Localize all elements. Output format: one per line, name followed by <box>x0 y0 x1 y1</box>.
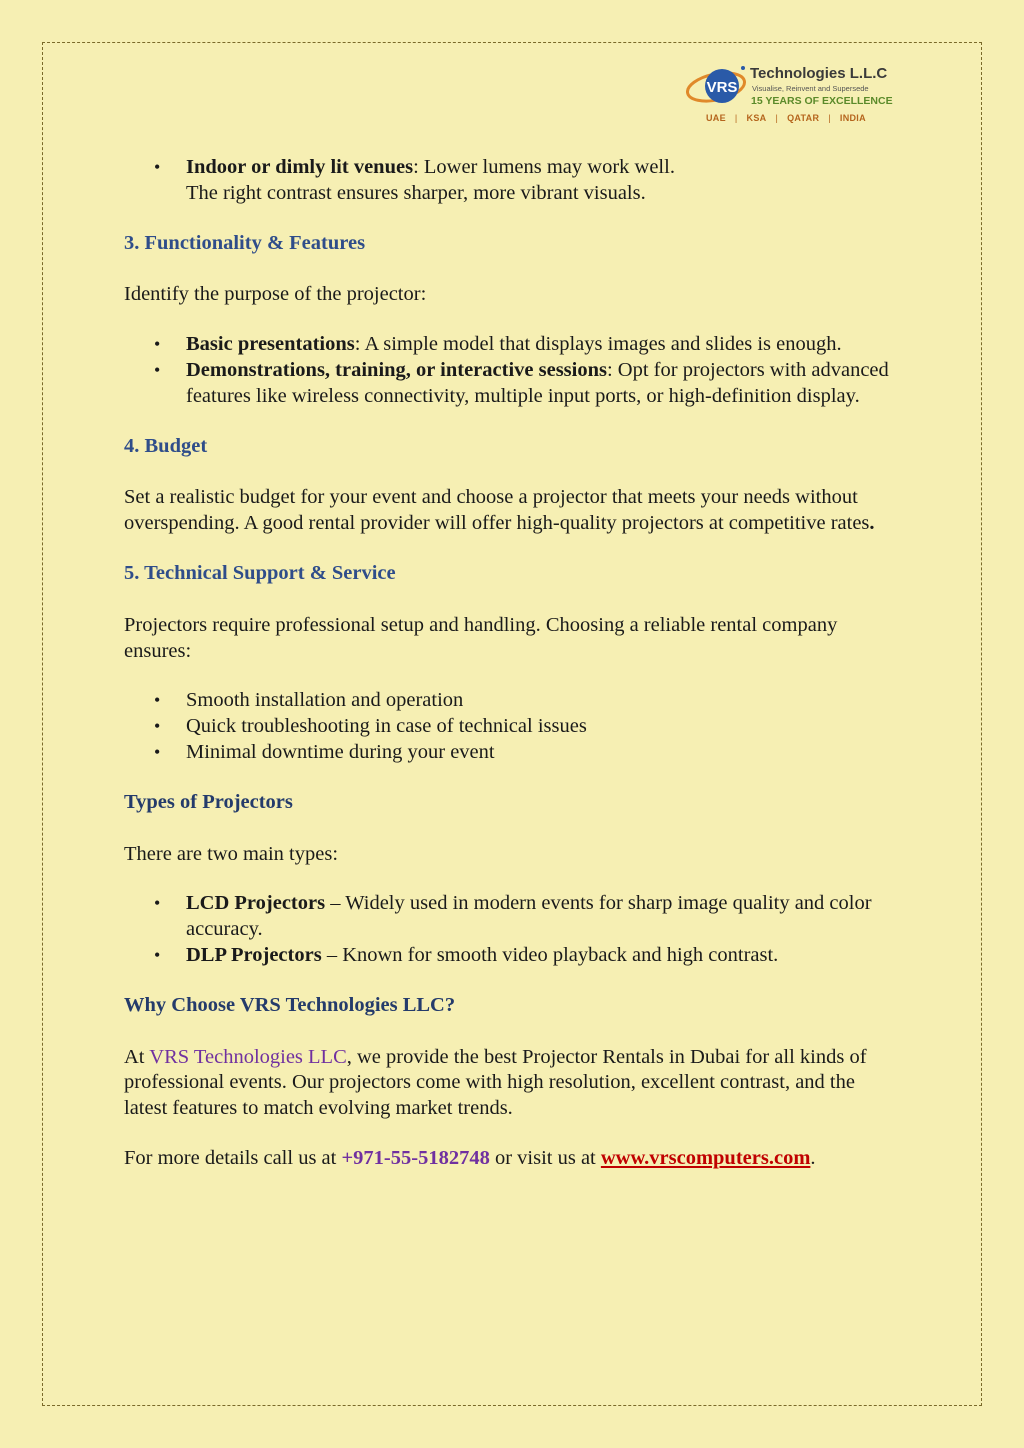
logo-regions: UAE | KSA | QATAR | INDIA <box>706 113 866 123</box>
logo-mark-text: VRS <box>706 79 738 96</box>
logo-years-badge: 15 YEARS OF EXCELLENCE <box>751 95 893 107</box>
logo-company-name: Technologies L.L.C <box>750 65 888 82</box>
region-uae: UAE <box>706 113 726 123</box>
types-list <box>124 891 894 968</box>
section-heading-why: Why Choose VRS Technologies LLC? <box>124 993 456 1016</box>
support-list <box>124 688 894 765</box>
phone-number[interactable]: +971-55-5182748 <box>341 1146 490 1169</box>
list-item: • Smooth installation and operation <box>124 688 894 714</box>
logo-tagline: Visualise, Reinvent and Supersede <box>752 84 869 93</box>
section-heading-functionality: 3. Functionality & Features <box>124 231 366 254</box>
list-item: • LCD Projectors – Widely used in modern events for sharp image quality and color accuracy. <box>124 891 894 943</box>
list-item: • DLP Projectors – Known for smooth video playback and high contrast. <box>124 943 894 969</box>
why-body: At VRS Technologies LLC, we provide the best Projector Rentals in Dubai for all kinds of professional events. Our projectors come with high resolution, excellent contrast, and the latest features to match evolving market trends. <box>124 1045 867 1120</box>
section3-intro: Identify the purpose of the projector: <box>124 283 427 306</box>
list-item: • Demonstrations, training, or interactive sessions: Opt for projectors with advanced features like wireless connectivity, multiple input ports, or high-definition display. <box>124 358 894 410</box>
list-item: • Minimal downtime during your event <box>124 740 894 766</box>
list-item: • Indoor or dimly lit venues: Lower lumens may work well. The right contrast ensures sharper, more vibrant visuals. <box>124 155 894 207</box>
functionality-list <box>124 332 894 409</box>
support-intro: Projectors require professional setup and handling. Choosing a reliable rental company ensures: <box>124 613 838 662</box>
section-heading-budget: 4. Budget <box>124 434 208 457</box>
venue-list <box>124 155 894 207</box>
region-ksa: KSA <box>746 113 767 123</box>
section-heading-support: 5. Technical Support & Service <box>124 561 396 584</box>
region-qatar: QATAR <box>787 113 820 123</box>
vrs-logo-icon <box>686 62 748 112</box>
region-india: INDIA <box>839 113 866 123</box>
section-heading-types: Types of Projectors <box>124 790 293 813</box>
list-item: • Quick troubleshooting in case of technical issues <box>124 714 894 740</box>
company-name: VRS Technologies LLC <box>149 1045 347 1068</box>
website-link[interactable]: www.vrscomputers.com <box>600 1146 811 1169</box>
contact-line: For more details call us at +971-55-5182748 or visit us at www.vrscomputers.com. <box>124 1146 816 1169</box>
list-item: • Basic presentations: A simple model that displays images and slides is enough. <box>124 332 894 358</box>
document-body <box>124 155 894 1172</box>
types-intro: There are two main types: <box>124 842 339 865</box>
company-logo <box>686 62 901 128</box>
budget-body: Set a realistic budget for your event and choose a projector that meets your needs without overspending. A good rental provider will offer high-quality projectors at competitive rates. <box>124 486 875 535</box>
